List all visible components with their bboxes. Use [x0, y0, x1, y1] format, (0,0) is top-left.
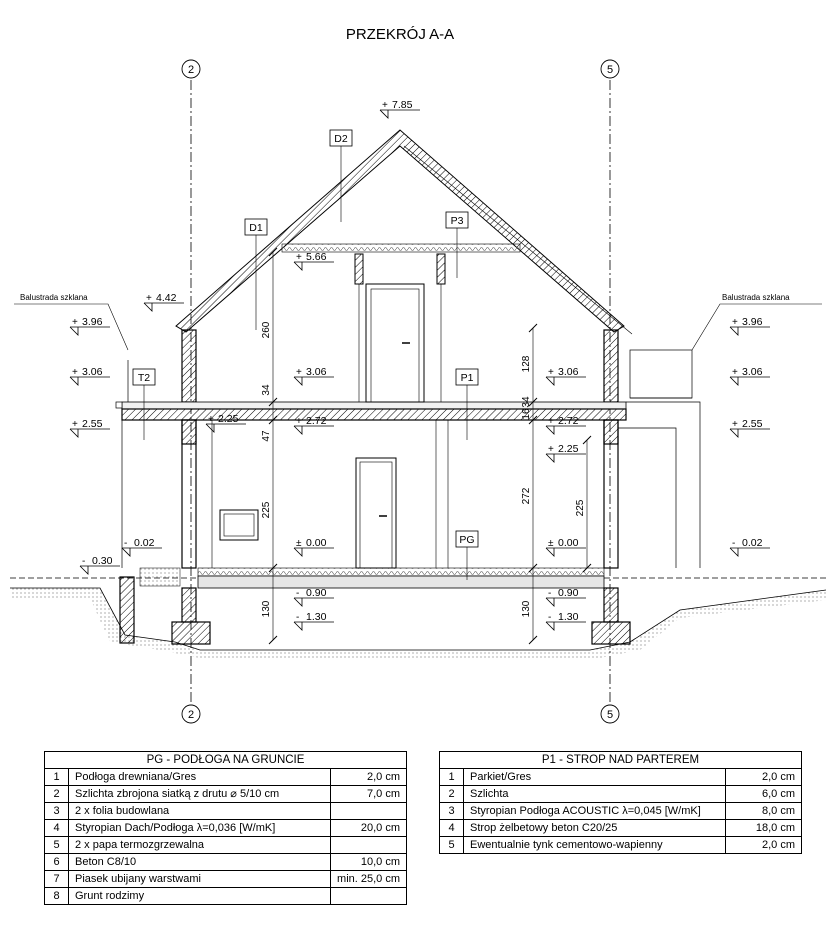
level-sign: +	[548, 416, 554, 427]
level-value: 5.66	[306, 251, 327, 263]
balustrade-label-left: Balustrada szklana	[20, 293, 88, 302]
level-sign: +	[296, 252, 302, 263]
tag-p1: P1	[460, 372, 474, 384]
level-value: 2.25	[218, 413, 239, 425]
level-marker	[546, 587, 586, 606]
table-row	[45, 854, 407, 871]
level-marker	[730, 366, 770, 385]
level-marker	[70, 316, 110, 335]
level-sign: -	[296, 588, 300, 599]
level-sign: +	[208, 414, 214, 425]
level-value: 0.90	[306, 587, 327, 599]
row-value: 2,0 cm	[726, 769, 802, 786]
level-sign: +	[72, 317, 78, 328]
row-number: 3	[440, 803, 464, 820]
level-sign: +	[732, 317, 738, 328]
level-marker	[70, 366, 110, 385]
level-marker	[730, 418, 770, 437]
row-name: 2 x folia budowlana	[69, 803, 331, 820]
row-name: Styropian Podłoga ACOUSTIC λ=0,045 [W/mK]	[464, 803, 726, 820]
table-row	[45, 803, 407, 820]
level-sign: +	[548, 444, 554, 455]
dim-slab-ground: 47	[261, 430, 272, 442]
row-number: 3	[45, 803, 69, 820]
level-value: 4.42	[156, 292, 177, 304]
row-value	[331, 888, 407, 905]
row-value: 6,0 cm	[726, 786, 802, 803]
row-number: 7	[45, 871, 69, 888]
level-sign: -	[548, 612, 552, 623]
level-marker	[294, 366, 334, 385]
level-value: 2.55	[82, 418, 103, 430]
level-marker	[70, 418, 110, 437]
row-value	[331, 837, 407, 854]
tag-p3: P3	[450, 215, 464, 227]
level-value: 2.55	[742, 418, 763, 430]
axis-2-bottom: 2	[187, 709, 195, 721]
row-number: 4	[440, 820, 464, 837]
level-value: 2.72	[306, 415, 327, 427]
terrace-left	[116, 360, 128, 568]
row-number: 2	[45, 786, 69, 803]
axis-5-bottom: 5	[606, 709, 614, 721]
level-marker	[294, 611, 334, 630]
row-value: 2,0 cm	[331, 769, 407, 786]
level-marker	[294, 537, 334, 556]
level-sign: -	[732, 538, 736, 549]
level-marker	[80, 555, 120, 574]
level-value: 0.90	[558, 587, 579, 599]
table-row	[45, 837, 407, 854]
row-name: Podłoga drewniana/Gres	[69, 769, 331, 786]
balustrade-leaders	[14, 304, 822, 350]
level-value: 1.30	[306, 611, 327, 623]
row-value	[331, 803, 407, 820]
level-value: 2.25	[558, 443, 579, 455]
level-sign: +	[296, 416, 302, 427]
level-marker	[546, 443, 586, 462]
level-value: 0.02	[134, 537, 155, 549]
level-sign: ±	[548, 538, 554, 549]
dim-foundation-left: 130	[261, 600, 272, 618]
attic-posts	[355, 254, 445, 402]
level-marker	[294, 251, 334, 270]
row-number: 1	[440, 769, 464, 786]
dim-slab-right-b: 16	[521, 408, 532, 420]
dim-slab-left: 34	[261, 384, 272, 396]
row-name: Styropian Dach/Podłoga λ=0,036 [W/mK]	[69, 820, 331, 837]
row-name: Beton C8/10	[69, 854, 331, 871]
table-pg-title: PG - PODŁOGA NA GRUNCIE	[45, 752, 407, 769]
dim-slab-right: 34	[521, 396, 532, 408]
level-sign: ±	[296, 538, 302, 549]
table-p1	[439, 751, 802, 854]
table-row	[45, 871, 407, 888]
axis-2-top: 2	[187, 64, 195, 76]
level-sign: -	[124, 538, 128, 549]
table-row	[440, 786, 802, 803]
ground-floor-slab	[140, 568, 604, 588]
level-marker	[730, 537, 770, 556]
level-value: 0.00	[306, 537, 327, 549]
row-value: 7,0 cm	[331, 786, 407, 803]
dim-ground-height-right: 272	[521, 487, 532, 505]
level-markers	[70, 99, 770, 630]
level-value: 0.30	[92, 555, 113, 567]
axis-5-top: 5	[606, 64, 614, 76]
level-marker	[546, 537, 586, 556]
table-row	[440, 769, 802, 786]
level-marker	[546, 611, 586, 630]
table-row	[45, 769, 407, 786]
level-value: 0.00	[558, 537, 579, 549]
level-value: 7.85	[392, 99, 413, 111]
tag-d2: D2	[334, 133, 348, 145]
level-value: 3.06	[742, 366, 763, 378]
level-value: 3.96	[742, 316, 763, 328]
table-row	[440, 820, 802, 837]
row-number: 8	[45, 888, 69, 905]
row-number: 4	[45, 820, 69, 837]
level-sign: +	[296, 367, 302, 378]
table-row	[45, 820, 407, 837]
drawing-title: PRZEKRÓJ A-A	[345, 26, 455, 43]
row-name: Piasek ubijany warstwami	[69, 871, 331, 888]
level-sign: -	[548, 588, 552, 599]
level-marker	[144, 292, 184, 311]
tag-d1: D1	[249, 222, 263, 234]
axis-lines	[191, 80, 610, 704]
table-row	[45, 888, 407, 905]
table-p1-title: P1 - STROP NAD PARTEREM	[440, 752, 802, 769]
dim-knee-wall: 128	[521, 355, 532, 373]
dim-door-height-right: 225	[575, 499, 586, 517]
row-value: 2,0 cm	[726, 837, 802, 854]
row-value: min. 25,0 cm	[331, 871, 407, 888]
roof	[176, 130, 632, 334]
row-name: Szlichta	[464, 786, 726, 803]
row-name: Szlichta zbrojona siatką z drutu ⌀ 5/10 cm	[69, 786, 331, 803]
tag-pg: PG	[459, 534, 475, 546]
level-value: 1.30	[558, 611, 579, 623]
row-number: 5	[440, 837, 464, 854]
dim-ground-height-left: 225	[261, 501, 272, 519]
level-value: 3.06	[558, 366, 579, 378]
level-value: 3.06	[306, 366, 327, 378]
row-value: 10,0 cm	[331, 854, 407, 871]
level-marker	[122, 537, 162, 556]
level-value: 3.96	[82, 316, 103, 328]
level-sign: +	[548, 367, 554, 378]
row-number: 6	[45, 854, 69, 871]
table-row	[45, 786, 407, 803]
row-number: 2	[440, 786, 464, 803]
row-name: Grunt rodzimy	[69, 888, 331, 905]
annex-right	[618, 350, 700, 568]
level-value: 0.02	[742, 537, 763, 549]
row-value: 8,0 cm	[726, 803, 802, 820]
level-sign: +	[382, 100, 388, 111]
level-sign: -	[82, 556, 86, 567]
dim-attic-height: 260	[261, 321, 272, 339]
level-sign: +	[72, 419, 78, 430]
level-sign: +	[72, 367, 78, 378]
level-value: 3.06	[82, 366, 103, 378]
row-number: 1	[45, 769, 69, 786]
row-name: Strop żelbetowy beton C20/25	[464, 820, 726, 837]
level-value: 2.72	[558, 415, 579, 427]
row-name: 2 x papa termozgrzewalna	[69, 837, 331, 854]
table-row	[440, 837, 802, 854]
table-pg	[44, 751, 407, 905]
level-marker	[294, 587, 334, 606]
balustrade-label-right: Balustrada szklana	[722, 293, 790, 302]
table-row	[440, 803, 802, 820]
tag-t2: T2	[137, 372, 151, 384]
row-name: Ewentualnie tynk cementowo-wapienny	[464, 837, 726, 854]
axis-markers	[182, 60, 619, 723]
row-value: 20,0 cm	[331, 820, 407, 837]
level-sign: +	[732, 367, 738, 378]
level-sign: +	[732, 419, 738, 430]
level-marker	[546, 366, 586, 385]
dim-foundation-right: 130	[521, 600, 532, 618]
row-name: Parkiet/Gres	[464, 769, 726, 786]
row-value: 18,0 cm	[726, 820, 802, 837]
row-number: 5	[45, 837, 69, 854]
level-marker	[380, 99, 420, 118]
level-sign: +	[146, 293, 152, 304]
level-marker	[730, 316, 770, 335]
level-sign: -	[296, 612, 300, 623]
